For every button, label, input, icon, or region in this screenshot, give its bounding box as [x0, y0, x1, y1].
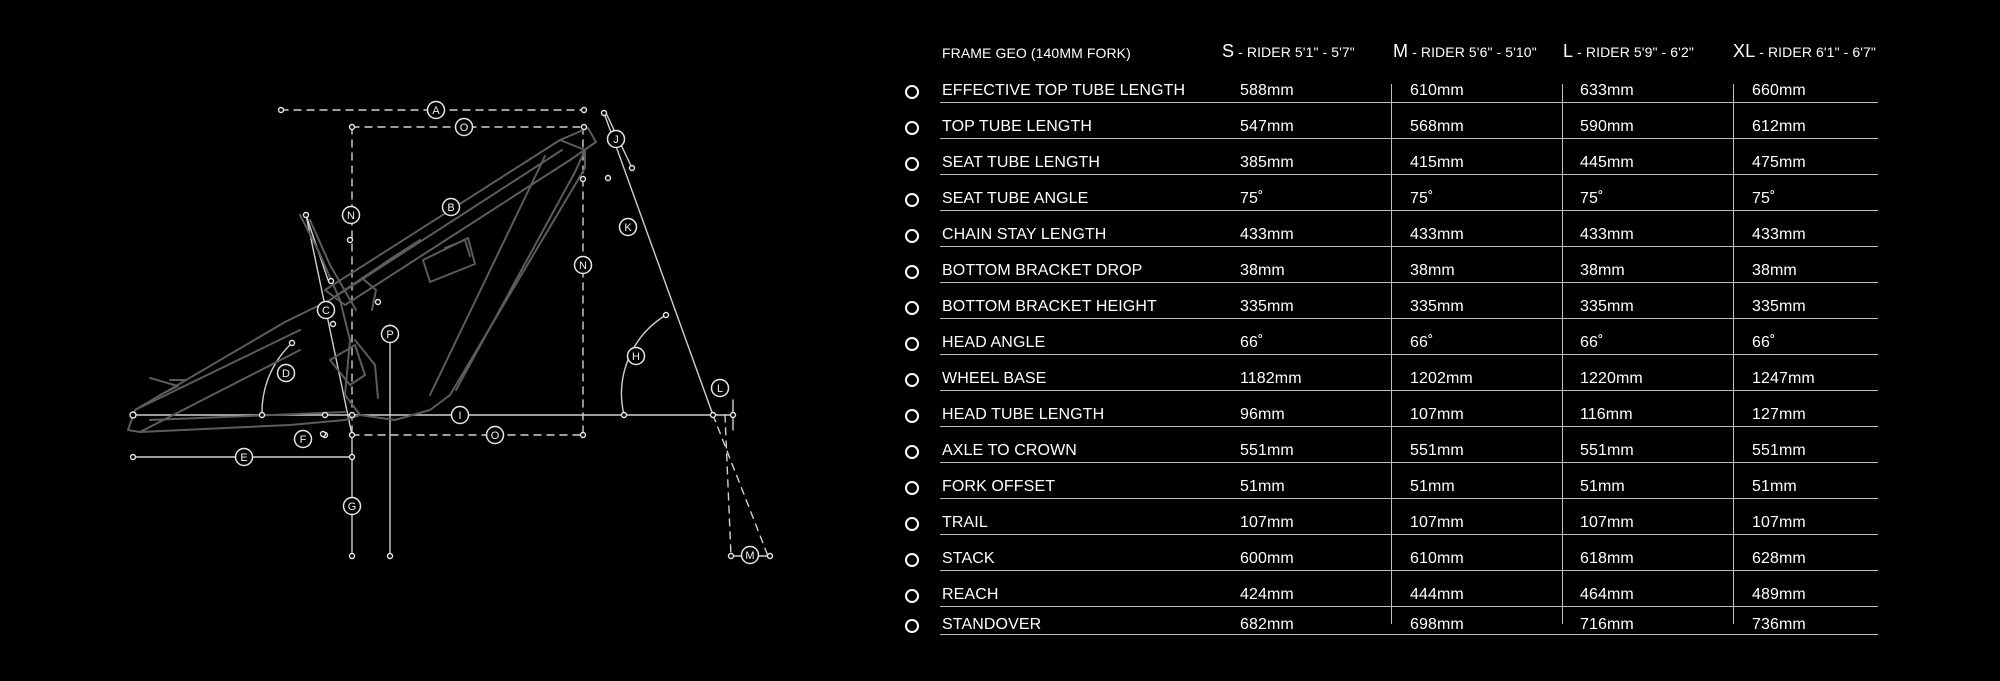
- row-bullet-icon: [905, 301, 919, 315]
- row-bullet-icon: [905, 337, 919, 351]
- dimension-marker-j: J: [613, 134, 619, 146]
- value-s: 66˚: [1240, 334, 1264, 351]
- value-xl: 660mm: [1752, 82, 1806, 99]
- row-bullet-icon: [905, 481, 919, 495]
- value-s: 385mm: [1240, 154, 1294, 171]
- measurement-label: STANDOVER: [942, 616, 1042, 633]
- value-s: 335mm: [1240, 298, 1294, 315]
- table-title: FRAME GEO (140MM FORK): [942, 45, 1131, 61]
- row-bullet-icon: [905, 193, 919, 207]
- dimension-marker-l: L: [716, 383, 724, 395]
- value-m: 433mm: [1410, 226, 1464, 243]
- row-divider: [940, 634, 1878, 635]
- column-divider: [1733, 84, 1734, 624]
- value-m: 568mm: [1410, 118, 1464, 135]
- value-l: 445mm: [1580, 154, 1634, 171]
- value-s: 682mm: [1240, 616, 1294, 633]
- value-xl: 107mm: [1752, 514, 1806, 531]
- dimension-marker-o: O: [490, 430, 500, 442]
- value-m: 51mm: [1410, 478, 1455, 495]
- size-label: M: [1393, 41, 1409, 61]
- dimension-marker-n: N: [347, 210, 355, 222]
- size-label: XL: [1733, 41, 1756, 61]
- row-divider: [940, 138, 1878, 139]
- value-s: 96mm: [1240, 406, 1285, 423]
- dimension-marker-o: O: [459, 122, 469, 134]
- size-header-l: [1563, 41, 1694, 62]
- value-xl: 127mm: [1752, 406, 1806, 423]
- value-l: 66˚: [1580, 334, 1604, 351]
- row-divider: [940, 390, 1878, 391]
- dimension-marker-f: F: [299, 434, 307, 446]
- row-bullet-icon: [905, 553, 919, 567]
- row-bullet-icon: [905, 85, 919, 99]
- value-m: 75˚: [1410, 190, 1434, 207]
- value-xl: 736mm: [1752, 616, 1806, 633]
- value-m: 444mm: [1410, 586, 1464, 603]
- rider-height-range: - RIDER 5'9" - 6'2": [1577, 44, 1694, 60]
- row-divider: [940, 426, 1878, 427]
- row-divider: [940, 354, 1878, 355]
- row-bullet-icon: [905, 229, 919, 243]
- value-s: 38mm: [1240, 262, 1285, 279]
- value-xl: 612mm: [1752, 118, 1806, 135]
- measurement-label: CHAIN STAY LENGTH: [942, 226, 1107, 243]
- measurement-label: TOP TUBE LENGTH: [942, 118, 1092, 135]
- value-s: 1182mm: [1240, 370, 1302, 387]
- value-l: 618mm: [1580, 550, 1634, 567]
- value-m: 415mm: [1410, 154, 1464, 171]
- size-label: S: [1222, 41, 1235, 61]
- value-xl: 51mm: [1752, 478, 1797, 495]
- rider-height-range: - RIDER 6'1" - 6'7": [1759, 44, 1876, 60]
- column-divider: [1562, 84, 1563, 624]
- value-s: 107mm: [1240, 514, 1294, 531]
- row-bullet-icon: [905, 409, 919, 423]
- size-header-m: [1393, 41, 1537, 62]
- value-s: 75˚: [1240, 190, 1264, 207]
- dimension-marker-e: E: [240, 452, 248, 464]
- value-l: 633mm: [1580, 82, 1634, 99]
- row-bullet-icon: [905, 121, 919, 135]
- value-s: 51mm: [1240, 478, 1285, 495]
- row-divider: [940, 606, 1878, 607]
- value-m: 551mm: [1410, 442, 1464, 459]
- measurement-label: BOTTOM BRACKET HEIGHT: [942, 298, 1157, 315]
- value-xl: 66˚: [1752, 334, 1776, 351]
- row-divider: [940, 318, 1878, 319]
- measurement-label: SEAT TUBE LENGTH: [942, 154, 1101, 171]
- row-bullet-icon: [905, 373, 919, 387]
- row-bullet-icon: [905, 445, 919, 459]
- value-xl: 551mm: [1752, 442, 1806, 459]
- value-s: 600mm: [1240, 550, 1294, 567]
- value-l: 75˚: [1580, 190, 1604, 207]
- value-l: 551mm: [1580, 442, 1634, 459]
- row-divider: [940, 210, 1878, 211]
- measurement-label: WHEEL BASE: [942, 370, 1047, 387]
- row-divider: [940, 174, 1878, 175]
- measurement-label: AXLE TO CROWN: [942, 442, 1077, 459]
- value-m: 335mm: [1410, 298, 1464, 315]
- value-xl: 433mm: [1752, 226, 1806, 243]
- value-m: 610mm: [1410, 550, 1464, 567]
- value-m: 698mm: [1410, 616, 1464, 633]
- dimension-marker-m: M: [745, 550, 755, 562]
- size-header-xl: [1733, 41, 1876, 62]
- size-header-s: [1222, 41, 1355, 62]
- value-m: 38mm: [1410, 262, 1455, 279]
- measurement-label: HEAD TUBE LENGTH: [942, 406, 1105, 423]
- row-bullet-icon: [905, 589, 919, 603]
- value-xl: 38mm: [1752, 262, 1797, 279]
- measurement-label: HEAD ANGLE: [942, 334, 1046, 351]
- value-l: 716mm: [1580, 616, 1634, 633]
- value-xl: 475mm: [1752, 154, 1806, 171]
- value-l: 107mm: [1580, 514, 1634, 531]
- frame-geometry-diagram: [0, 0, 900, 681]
- value-xl: 75˚: [1752, 190, 1776, 207]
- value-s: 551mm: [1240, 442, 1294, 459]
- row-divider: [940, 282, 1878, 283]
- row-divider: [940, 462, 1878, 463]
- row-divider: [940, 498, 1878, 499]
- dimension-marker-a: A: [432, 105, 440, 117]
- value-s: 424mm: [1240, 586, 1294, 603]
- value-s: 588mm: [1240, 82, 1294, 99]
- dimension-marker-b: B: [447, 202, 455, 214]
- value-l: 116mm: [1580, 406, 1633, 423]
- row-bullet-icon: [905, 517, 919, 531]
- dimension-marker-i: I: [458, 410, 462, 422]
- dimension-marker-c: C: [322, 305, 330, 317]
- value-l: 590mm: [1580, 118, 1634, 135]
- value-xl: 628mm: [1752, 550, 1806, 567]
- value-l: 335mm: [1580, 298, 1634, 315]
- value-m: 610mm: [1410, 82, 1464, 99]
- value-xl: 1247mm: [1752, 370, 1815, 387]
- value-l: 464mm: [1580, 586, 1634, 603]
- row-divider: [940, 570, 1878, 571]
- measurement-label: EFFECTIVE TOP TUBE LENGTH: [942, 82, 1186, 99]
- dimension-marker-n: N: [579, 260, 587, 272]
- row-divider: [940, 102, 1878, 103]
- dimension-marker-d: D: [282, 368, 290, 380]
- row-bullet-icon: [905, 619, 919, 633]
- dimension-marker-p: P: [386, 329, 394, 341]
- value-xl: 489mm: [1752, 586, 1806, 603]
- measurement-label: STACK: [942, 550, 995, 567]
- value-l: 51mm: [1580, 478, 1625, 495]
- value-m: 1202mm: [1410, 370, 1473, 387]
- rider-height-range: - RIDER 5'6" - 5'10": [1412, 44, 1537, 60]
- value-s: 547mm: [1240, 118, 1294, 135]
- measurement-label: FORK OFFSET: [942, 478, 1056, 495]
- value-l: 38mm: [1580, 262, 1625, 279]
- value-m: 107mm: [1410, 406, 1464, 423]
- value-m: 107mm: [1410, 514, 1464, 531]
- measurement-label: BOTTOM BRACKET DROP: [942, 262, 1143, 279]
- row-divider: [940, 246, 1878, 247]
- dimension-marker-g: G: [347, 501, 357, 513]
- measurement-label: TRAIL: [942, 514, 988, 531]
- row-bullet-icon: [905, 157, 919, 171]
- value-xl: 335mm: [1752, 298, 1806, 315]
- measurement-label: SEAT TUBE ANGLE: [942, 190, 1089, 207]
- rider-height-range: - RIDER 5'1" - 5'7": [1238, 44, 1355, 60]
- row-bullet-icon: [905, 265, 919, 279]
- value-s: 433mm: [1240, 226, 1294, 243]
- value-m: 66˚: [1410, 334, 1434, 351]
- row-divider: [940, 534, 1878, 535]
- dimension-marker-h: H: [632, 351, 640, 363]
- value-l: 433mm: [1580, 226, 1634, 243]
- value-l: 1220mm: [1580, 370, 1643, 387]
- column-divider: [1391, 84, 1392, 624]
- measurement-label: REACH: [942, 586, 999, 603]
- dimension-marker-k: K: [624, 222, 632, 234]
- size-label: L: [1563, 41, 1574, 61]
